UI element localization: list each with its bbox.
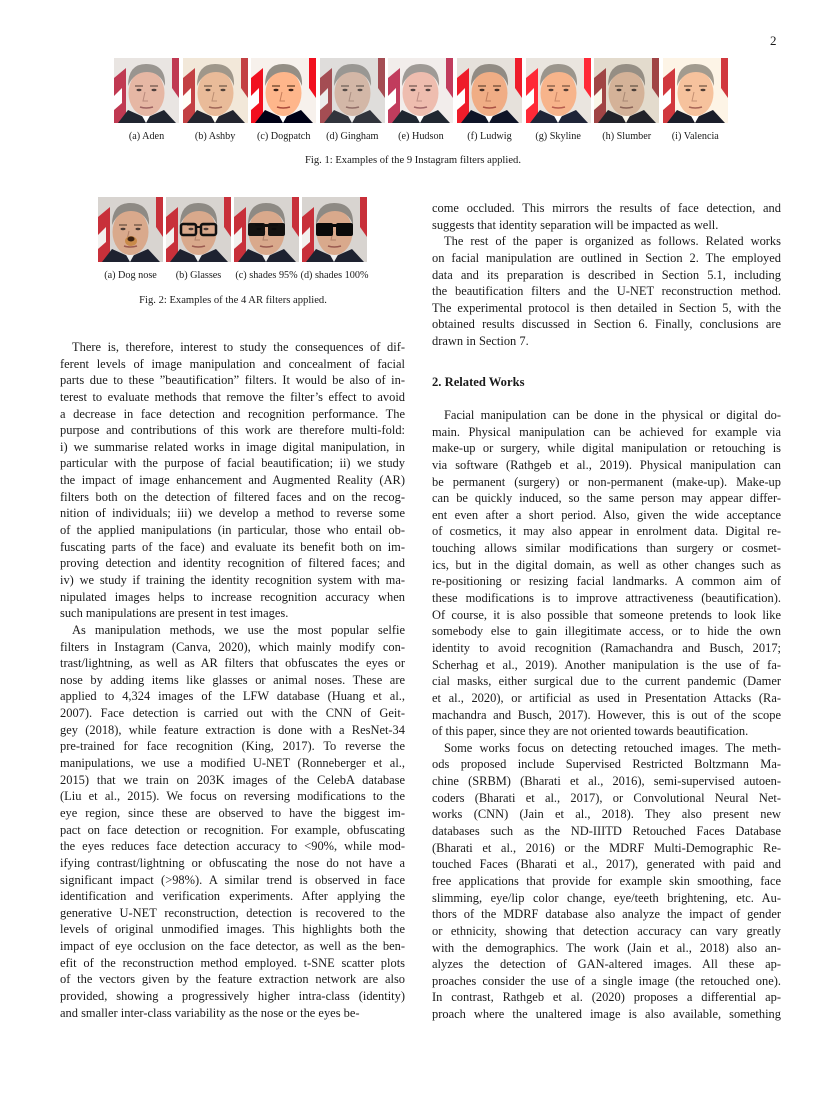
figure-1-caption: Fig. 1: Examples of the 9 Instagram filters applied.: [305, 155, 521, 166]
page-number: 2: [770, 33, 777, 48]
subfigure-label: (c) Dogpatch: [256, 131, 311, 142]
face-image-aden: [114, 58, 179, 123]
text-line: slimming, eye/lip color change, eye/teeth brightening, etc. Au-: [432, 890, 781, 905]
text-line: nose by adding items like glasses or animal noses. These are: [60, 672, 405, 687]
text-line: on facial manipulation are outlined in Section 2. The employed: [432, 250, 781, 265]
text-line: proving detection and identity recognition of filtered faces; and: [60, 556, 405, 571]
text-line: coders (Bharati et al., 2017), or Convolutional Neural Net-: [432, 790, 781, 805]
text-line: suggests that identity separation will be impacted as well.: [432, 217, 719, 232]
subfigure-label: (a) Aden: [128, 131, 165, 142]
text-line: cial masks, either surgical due to the current pandemic (Damer: [432, 674, 781, 689]
face-image-dogpatch: [251, 58, 316, 123]
text-line: The experimental protocol is then detailed in Section 5, with the: [432, 300, 781, 315]
subfigure-label: (f) Ludwig: [467, 131, 512, 142]
text-line: fuscating parts of the face) and evaluate its benefit both on im-: [60, 539, 405, 554]
text-line: (Liu et al., 2015). We focus on reversing modifications to the: [60, 789, 405, 804]
text-line: of cosmetics, it may also appear in enrolment data. Digital re-: [432, 524, 781, 539]
text-line: Facial manipulation can be done in the physical or digital do-: [444, 408, 781, 422]
text-line: The rest of the paper is organized as follows. Related works: [444, 234, 781, 249]
figure-2-caption: Fig. 2: Examples of the 4 AR filters applied.: [139, 295, 327, 306]
text-line: efit of the reconstruction method employed. t-SNE scatter plots: [60, 955, 405, 970]
face-image-dog-nose: [98, 197, 163, 262]
text-line: the impact of image enhancement and Augmented Reality (AR): [60, 473, 405, 488]
text-line: There is, therefore, interest to study the consequences of dif-: [72, 340, 405, 354]
text-line: pact on face detection or recognition. For example, obfuscating: [60, 822, 405, 837]
text-line: ferent levels of image manipulation and concealment of facial: [60, 356, 405, 371]
text-line: (Bharati et al., 2016) or the MDRF Multi-Demographic Re-: [432, 840, 781, 855]
text-line: trast/lightning, as well as AR filters that obfuscates the eyes or: [60, 656, 405, 671]
text-line: ifying contrast/lightning or obfuscating the nose do not have a: [60, 855, 405, 870]
text-line: be permanent (surgery) or non-permanent (make-up). Make-up: [432, 474, 781, 489]
subfigure-label: (d) Gingham: [326, 131, 379, 142]
text-line: filters in Instagram (Canva, 2020), which mainly modify con-: [60, 639, 405, 654]
text-line: i) we summarise related works in image digital manipulation, in: [60, 439, 405, 454]
text-line: works (CNN) (Jain et al., 2018). They also present new: [432, 807, 781, 822]
right-column-intro-text: [432, 200, 781, 350]
text-line: can be quickly induced, so the same person may appear differ-: [432, 491, 781, 506]
text-line: obtained results discussed in Section 6. Finally, conclusions are: [432, 317, 781, 332]
text-line: the eyes reduces face detection accuracy to <90%, while mod-: [60, 839, 405, 854]
face-image-gingham: [320, 58, 385, 123]
text-line: significant impact (>98%). A similar trend is observed in face: [60, 872, 405, 887]
text-line: main. Physical manipulation can be achieved for example via: [432, 424, 781, 439]
face-image-glasses: [166, 197, 231, 262]
text-line: As manipulation methods, we use the most popular selfie: [72, 622, 405, 637]
text-line: generative U-NET reconstruction, detection is recovered to the: [60, 905, 405, 920]
text-line: or ethnicity, showing that detection accuracy can vary greatly: [432, 923, 781, 938]
subfigure-label: (a) Dog nose: [104, 270, 157, 281]
text-line: come occluded. This mirrors the results of face detection, and: [432, 201, 781, 215]
text-line: 2007). Face detection is carried out with the CNN of Geit-: [60, 706, 405, 721]
text-line: 2015) that we train on 203K images of the CelebA database: [60, 772, 405, 787]
text-line: impact of eye occlusion on the face detector, as well as the ben-: [60, 939, 405, 954]
text-line: nipulated images helps to increase recognition accuracy when: [60, 589, 405, 604]
text-line: databases such as the ND-IIITD Retouched Faces Database: [432, 824, 781, 839]
text-line: machandra and Busch, 2017). However, this is out of the scope: [432, 707, 781, 722]
text-line: provided, showing a progressively higher intra-class (identity): [60, 988, 405, 1003]
text-line: touching allows similar modifications than surgery or cosmet-: [432, 541, 781, 556]
paragraph: [60, 339, 405, 622]
text-line: gey (2018), while feature extraction is done with a ResNet-34: [60, 722, 405, 737]
text-line: chine (SRBM) (Bharati et al., 2016), semi-supervised autoen-: [432, 774, 781, 789]
text-line: re-positioning or resizing facial landmarks. A common aim of: [432, 574, 781, 589]
text-line: pre-trained for face recognition (King, 2017). To reverse the: [60, 739, 405, 754]
text-line: make-up or surgery, while digital manipulation or retouching is: [432, 441, 781, 456]
subfigure-label: (d) shades 100%: [300, 270, 369, 281]
paragraph: [60, 622, 405, 1021]
text-line: with the demographics. The work (Jain et al., 2018) also an-: [432, 940, 781, 955]
text-line: somebody else to gain illegitimate access, or to hide the own: [432, 624, 781, 639]
face-image-skyline: [526, 58, 591, 123]
text-line: Of course, it is also possible that someone pretends to look like: [432, 607, 781, 622]
text-line: proaches consider the use of a single image (the retouched one).: [432, 973, 781, 988]
text-line: manipulations, we use a modified U-NET (Ronneberger et al.,: [60, 756, 405, 771]
face-image-valencia: [663, 58, 728, 123]
text-line: eye region, since these are observed to have the biggest im-: [60, 805, 405, 820]
face-image-ashby: [183, 58, 248, 123]
subfigure-label: (h) Slumber: [602, 131, 652, 142]
text-line: and smaller inter-class variability as the nose or the eyes be-: [60, 1005, 360, 1020]
text-line: these modifications is to improve attractiveness (beautification).: [432, 591, 781, 606]
text-line: identification and verification experiments. After applying the: [60, 889, 405, 904]
paragraph: [432, 407, 781, 740]
paragraph: [432, 233, 781, 349]
text-line: nition of individuals; iii) we develop a method to reverse some: [60, 506, 405, 521]
face-image-slumber: [594, 58, 659, 123]
text-line: data and its preparation is described in Section 5.1, including: [432, 267, 781, 282]
paragraph: [432, 200, 781, 233]
subfigure-label: (b) Glasses: [175, 270, 222, 281]
text-line: filters both on the detection of filtered faces and on the recog-: [60, 489, 405, 504]
face-image-hudson: [388, 58, 453, 123]
text-line: Some works focus on detecting retouched images. The meth-: [444, 740, 781, 755]
subfigure-label: (g) Skyline: [535, 131, 581, 142]
text-line: thors of the MDRF database also analyze the impact of gender: [432, 907, 781, 922]
text-line: via software (Rathgeb et al., 2019). Physical manipulation can: [432, 457, 781, 472]
face-image-shades: [234, 197, 299, 262]
left-column-text: [60, 339, 405, 1021]
text-line: alyzes the detection of GAN-altered images. All these ap-: [432, 957, 781, 972]
text-line: drawn in Section 7.: [432, 334, 529, 349]
face-image-ludwig: [457, 58, 522, 123]
paragraph: [432, 740, 781, 1023]
text-line: the beautification filters and the U-NET reconstruction method.: [432, 284, 781, 299]
text-line: et al., 2020), or artificial as used in Presentation Attacks (Ra-: [432, 690, 781, 705]
text-line: applied to 4,324 images of the LFW database (Huang et al.,: [60, 689, 405, 704]
text-line: iv) we study if training the identity recognition system with ma-: [60, 572, 405, 587]
text-line: terest to evaluate methods that remove the filter’s effect to avoid: [60, 389, 405, 404]
face-image-shades: [302, 197, 367, 262]
text-line: Scherhag et al., 2019). Another manipulation is the use of fa-: [432, 657, 781, 672]
text-line: ics, but in the digital domain, as well as other changes such as: [432, 557, 781, 572]
text-line: ent even after a short period. Also, given the wide acceptance: [432, 507, 781, 522]
text-line: a decrease in face detection and recognition performance. The: [60, 406, 405, 421]
text-line: proach where the unaltered image is also available, something: [432, 1007, 781, 1022]
related-works-text: [432, 407, 781, 1023]
subfigure-label: (e) Hudson: [398, 131, 444, 142]
section-heading-related-works: 2. Related Works: [432, 375, 525, 389]
text-line: levels of original unmodified images. This highlights both the: [60, 922, 405, 937]
subfigure-label: (c) shades 95%: [235, 270, 298, 281]
text-line: such manipulations are present in test images.: [60, 606, 289, 621]
text-line: touched Faces (Bharati et al., 2017), generated with paid and: [432, 857, 781, 872]
text-line: particular with the purpose of facial beautification; ii) we study: [60, 456, 405, 471]
text-line: of this paper, since they are not oriented towards beautification.: [432, 724, 749, 739]
text-line: In contrast, Rathgeb et al. (2020) proposes a differential ap-: [432, 990, 781, 1005]
text-line: identity to avoid recognition (Ramachandra and Busch, 2017;: [432, 640, 781, 655]
text-line: ods proposed include Supervised Restricted Boltzmann Ma-: [432, 757, 781, 772]
text-line: of the vectors given by the feature extraction network are also: [60, 972, 405, 987]
subfigure-label: (i) Valencia: [671, 131, 719, 142]
text-line: of the applied manipulations (in particular, those who entail ob-: [60, 523, 405, 538]
text-line: free applications that provide for example skin smoothing, face: [432, 873, 781, 888]
text-line: parts due to these ”beautification” filters. It would be also of in-: [60, 373, 405, 388]
subfigure-label: (b) Ashby: [194, 131, 236, 142]
text-line: purpose and contributions of this work are therefore multi-fold:: [60, 423, 405, 438]
